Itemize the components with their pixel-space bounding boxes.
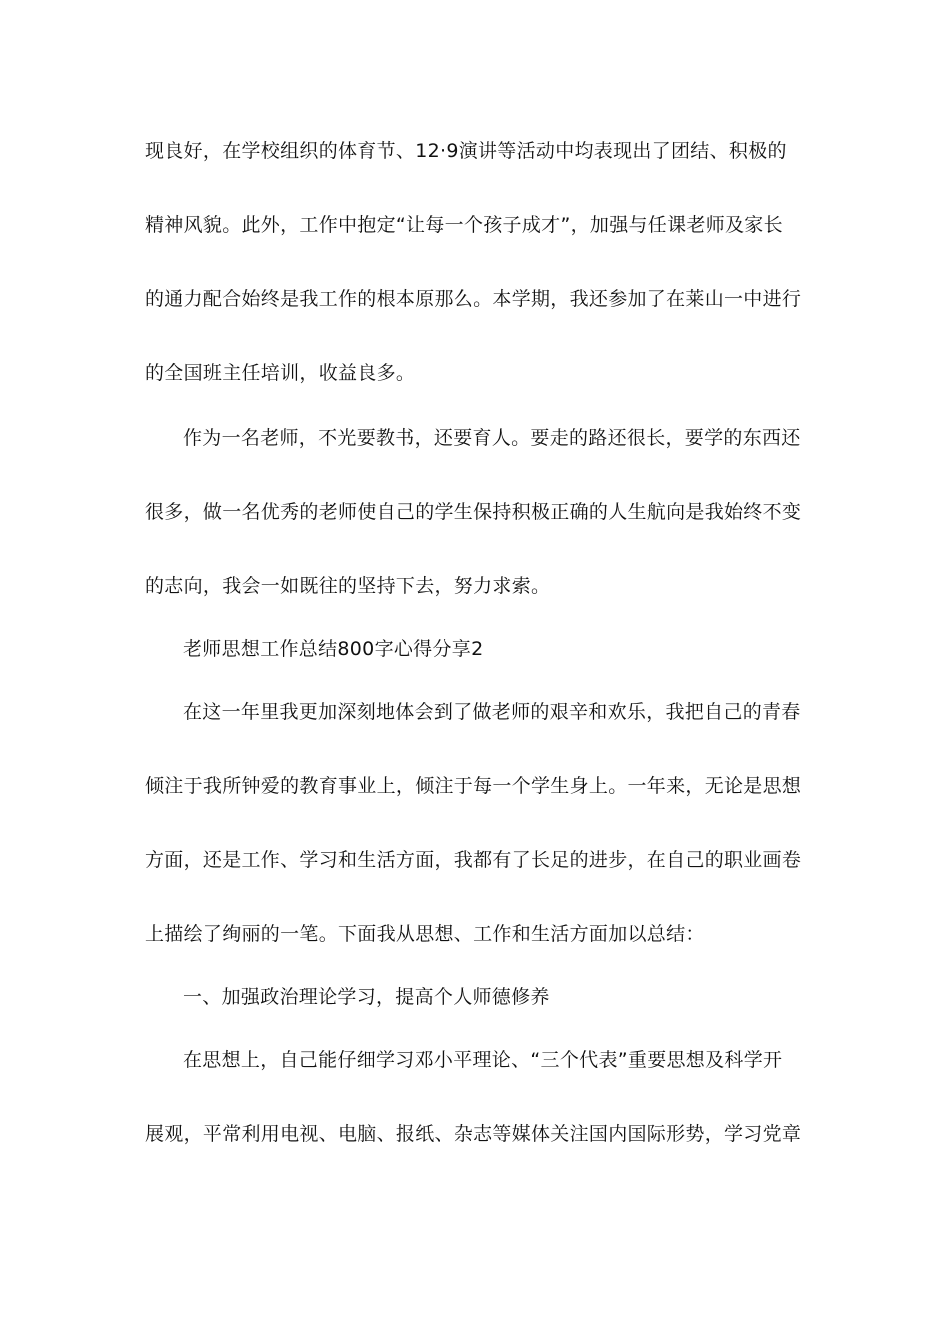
text-line-7: 的志向，我会一如既往的坚持下去，努力求索。 [145, 575, 551, 597]
text-line-5: 作为一名老师，不光要教书，还要育人。要走的路还很长，要学的东西还 [183, 427, 801, 449]
text-line-10: 倾注于我所钟爱的教育事业上，倾注于每一个学生身上。一年来，无论是思想 [145, 775, 802, 797]
text-line-2: 精神风貌。此外，工作中抱定“让每一个孩子成才”，加强与任课老师及家长 [145, 214, 783, 236]
text-line-14: 在思想上，自己能仔细学习邓小平理论、“三个代表”重要思想及科学开 [183, 1049, 783, 1071]
section-heading-2: 老师思想工作总结800字心得分享2 [183, 638, 484, 660]
text-line-12: 上描绘了绚丽的一笔。下面我从思想、工作和生活方面加以总结： [145, 923, 705, 945]
text-line-9: 在这一年里我更加深刻地体会到了做老师的艰辛和欢乐，我把自己的青春 [183, 701, 801, 723]
text-line-4: 的全国班主任培训，收益良多。 [145, 362, 416, 384]
subheading-1: 一、加强政治理论学习，提高个人师德修养 [183, 986, 550, 1008]
text-line-11: 方面，还是工作、学习和生活方面，我都有了长足的进步，在自己的职业画卷 [145, 849, 802, 871]
text-line-6: 很多，做一名优秀的老师使自己的学生保持积极正确的人生航向是我始终不变 [145, 501, 802, 523]
text-line-15: 展观，平常利用电视、电脑、报纸、杂志等媒体关注国内国际形势，学习党章 [145, 1123, 802, 1145]
text-line-1: 现良好，在学校组织的体育节、12·9演讲等活动中均表现出了团结、积极的 [145, 140, 787, 162]
text-line-3: 的通力配合始终是我工作的根本原那么。本学期，我还参加了在莱山一中进行 [145, 288, 802, 310]
